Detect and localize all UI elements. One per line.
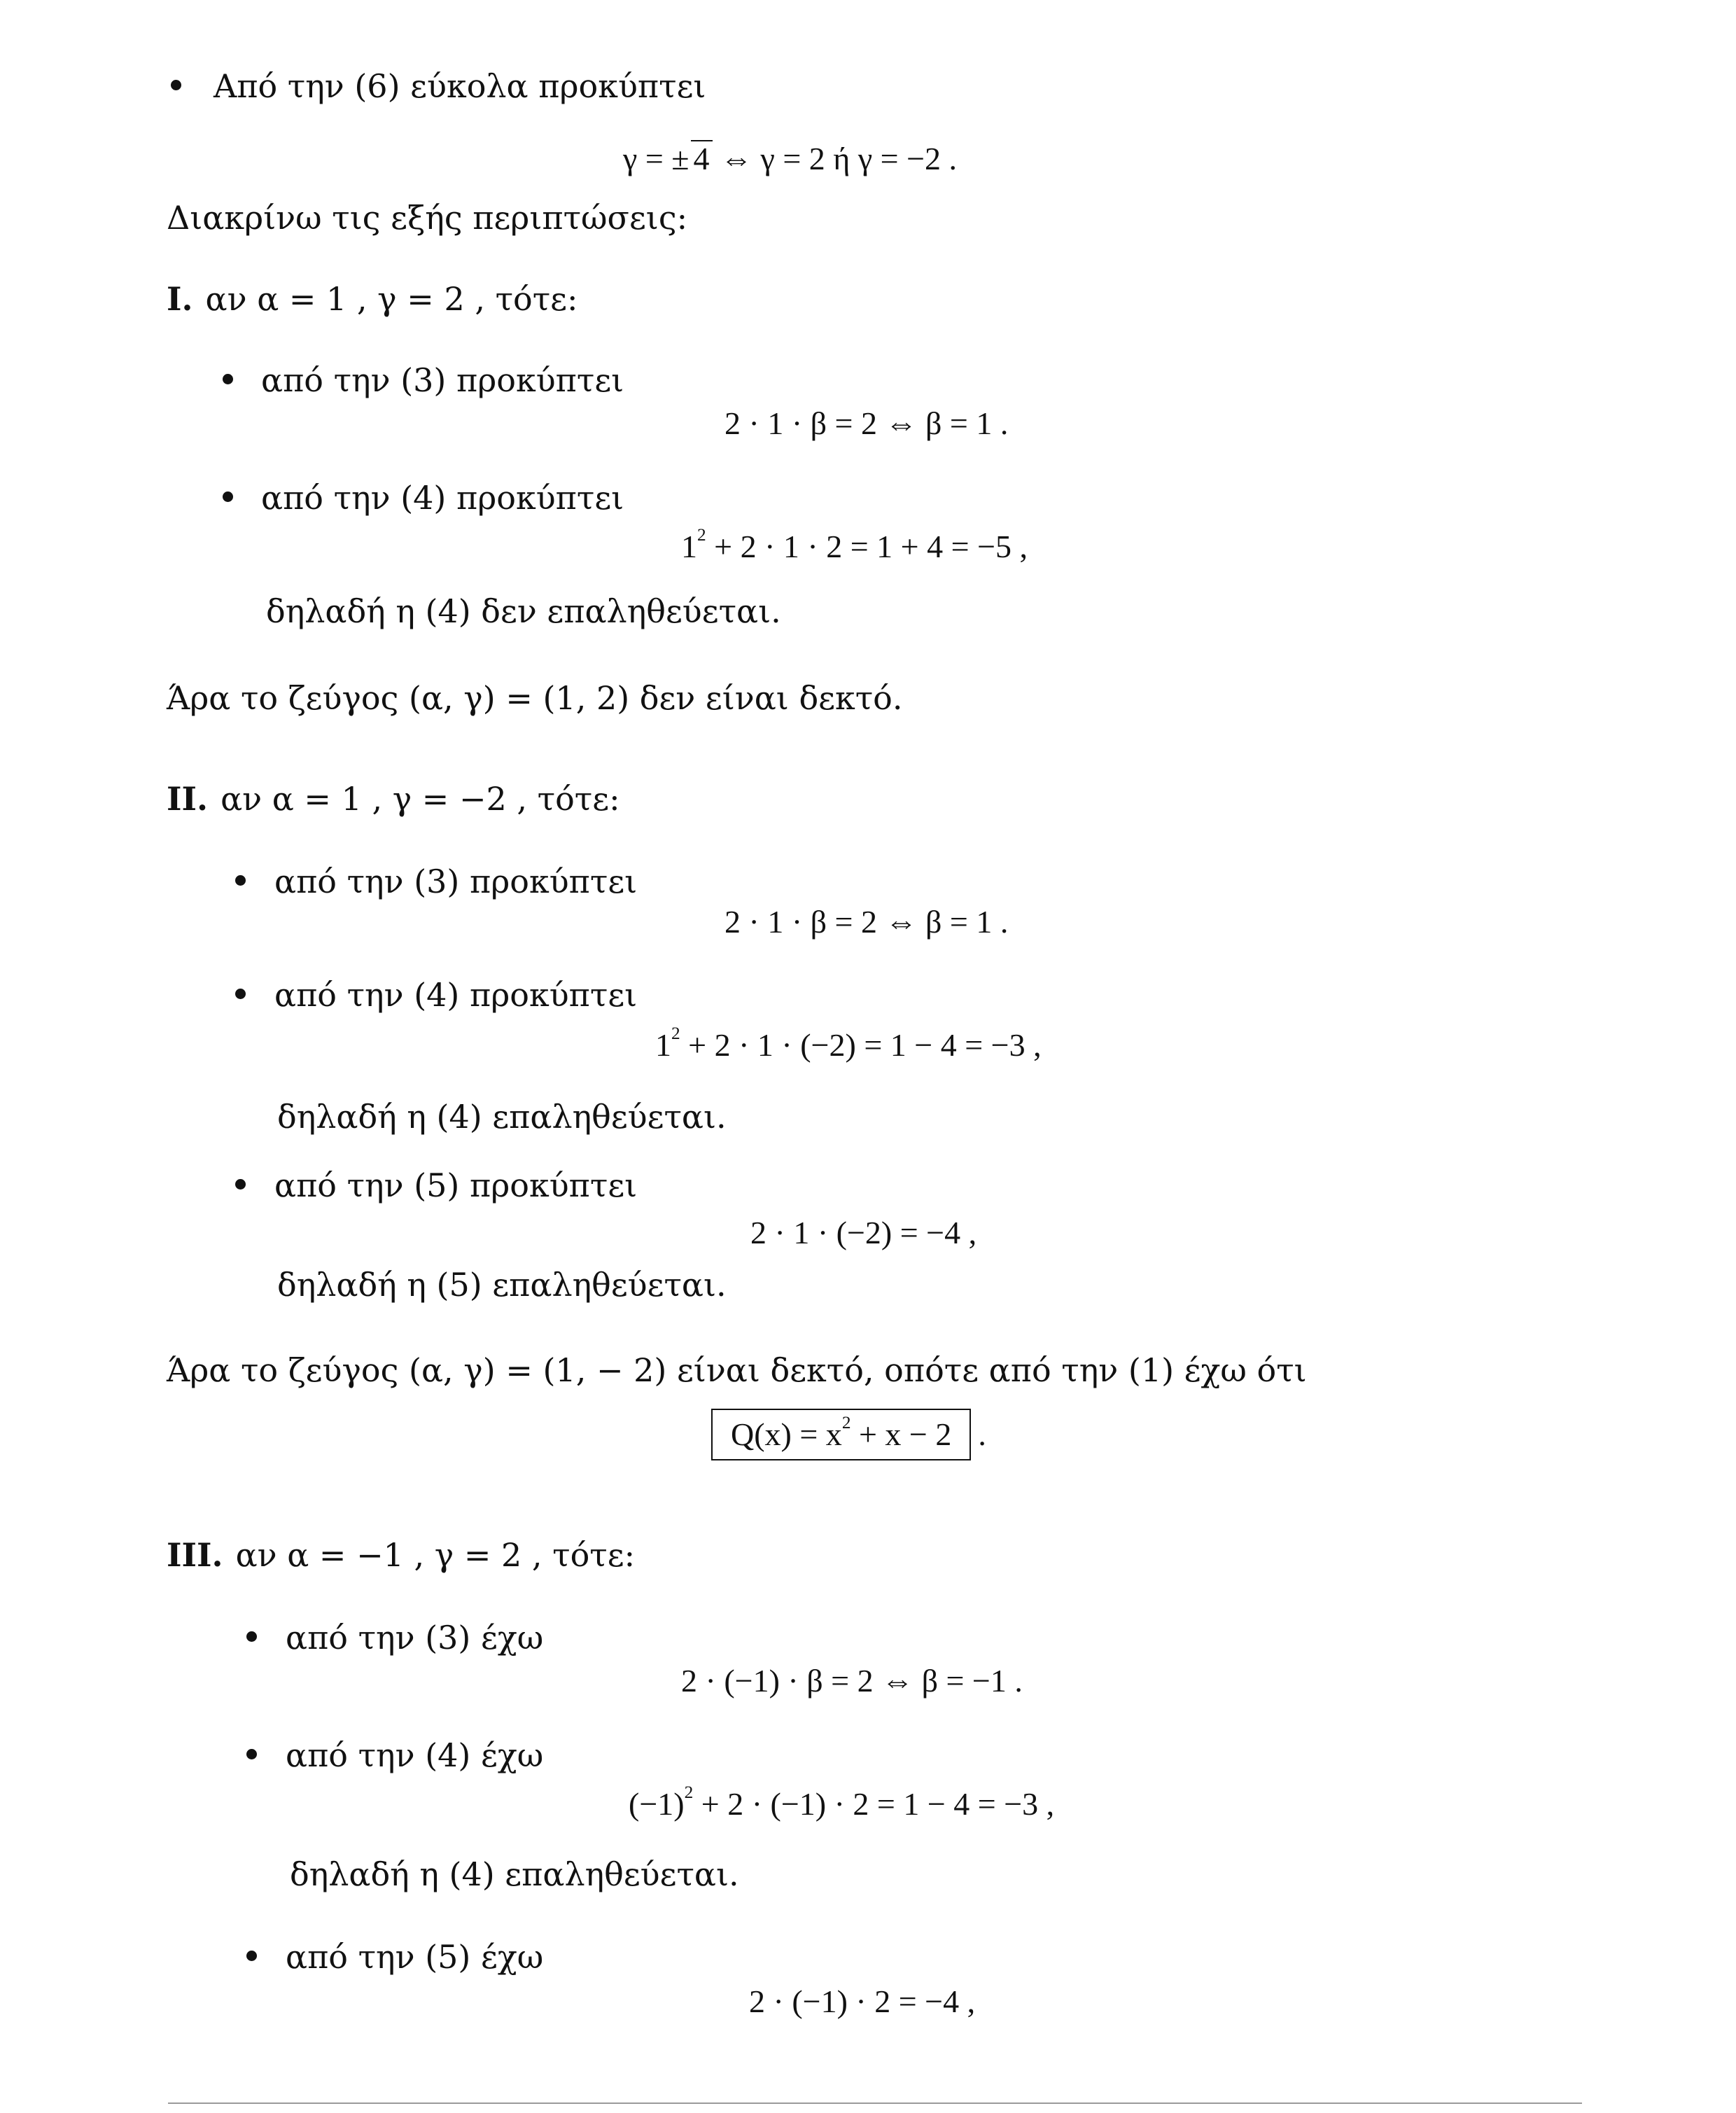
equation-part: + 2 · (−1) · 2 = 1 − 4 = −3 ,	[693, 1786, 1055, 1822]
equation: 2 · 1 · (−2) = −4 ,	[750, 1215, 977, 1250]
bullet-text: Από την (6) εύκολα προκύπτει	[214, 67, 706, 105]
case-number: III.	[167, 1536, 223, 1574]
note-text: δηλαδή η (4) επαληθεύεται.	[277, 1098, 727, 1136]
bullet-text: από την (4) έχω	[286, 1736, 544, 1774]
bullet-text: από την (4) προκύπτει	[274, 976, 638, 1014]
equation-part: + 2 · 1 · (−2) = 1 − 4 = −3 ,	[680, 1027, 1042, 1063]
bullet-marker	[223, 491, 233, 502]
bullet-marker	[223, 374, 233, 384]
case-number: II.	[167, 780, 209, 818]
equation-part: 1	[681, 529, 697, 564]
bullet-marker	[235, 989, 246, 999]
bullet-marker	[246, 1749, 257, 1759]
equation-part: .	[978, 1416, 986, 1452]
bullet-marker	[235, 1179, 246, 1190]
square-root: 4	[691, 140, 713, 176]
case-number: I.	[167, 280, 193, 318]
case-condition: αν α = 1 , γ = −2 , τότε:	[220, 780, 620, 818]
boxed-result	[711, 1409, 986, 1460]
bullet-text: από την (3) προκύπτει	[274, 863, 638, 900]
equation-part: + x − 2	[850, 1416, 952, 1452]
case-heading	[167, 777, 620, 821]
equation-part: (−1)	[629, 1786, 685, 1822]
bullet-marker	[171, 80, 181, 90]
bullet-text: από την (4) προκύπτει	[261, 479, 624, 517]
bullet-text: από την (5) προκύπτει	[274, 1166, 638, 1204]
note-text: δηλαδή η (5) επαληθεύεται.	[277, 1266, 727, 1304]
equation	[629, 1783, 1054, 1826]
equation: 2 · 1 · β = 2 ⇔ β = 1 .	[724, 405, 1009, 441]
case-condition: αν α = −1 , γ = 2 , τότε:	[235, 1536, 636, 1574]
equation-part: + 2 · 1 · 2 = 1 + 4 = −5 ,	[706, 529, 1028, 564]
equation-part: ⇔ γ = 2 ή γ = −2 .	[712, 141, 958, 176]
equation	[655, 1024, 1042, 1067]
conclusion-text: Άρα το ζεύγος (α, γ) = (1, − 2) είναι δεκτό, οπότε από την (1) έχω ότι	[167, 1351, 1307, 1389]
exponent: 2	[697, 524, 706, 545]
equation: 2 · 1 · β = 2 ⇔ β = 1 .	[724, 904, 1009, 940]
intro-text: Διακρίνω τις εξής περιπτώσεις:	[167, 199, 688, 237]
bullet-marker	[246, 1631, 257, 1642]
bullet-marker	[246, 1951, 257, 1961]
equation: 2 · (−1) · β = 2 ⇔ β = −1 .	[681, 1663, 1023, 1699]
page-bottom-rule	[168, 2102, 1582, 2104]
case-heading	[167, 1533, 635, 1577]
bullet-text: από την (3) προκύπτει	[261, 361, 624, 399]
bullet-text: από την (5) έχω	[286, 1938, 544, 1976]
equation-part: γ = ±	[623, 141, 690, 176]
result-box	[711, 1409, 971, 1460]
note-text: δηλαδή η (4) επαληθεύεται.	[290, 1855, 739, 1893]
case-condition: αν α = 1 , γ = 2 , τότε:	[205, 280, 578, 318]
bullet-text: από την (3) έχω	[286, 1619, 544, 1657]
conclusion-text: Άρα το ζεύγος (α, γ) = (1, 2) δεν είναι δεκτό.	[167, 679, 903, 717]
equation-part: Q(x) = x	[731, 1416, 842, 1452]
exponent: 2	[841, 1412, 851, 1432]
equation	[623, 137, 957, 181]
bullet-marker	[235, 875, 246, 886]
equation: 2 · (−1) · 2 = −4 ,	[749, 1983, 976, 2019]
equation-part: 1	[655, 1027, 671, 1063]
equation	[681, 525, 1028, 569]
exponent: 2	[671, 1023, 680, 1043]
note-text: δηλαδή η (4) δεν επαληθεύεται.	[266, 592, 781, 630]
case-heading	[167, 277, 578, 321]
exponent: 2	[684, 1782, 694, 1802]
